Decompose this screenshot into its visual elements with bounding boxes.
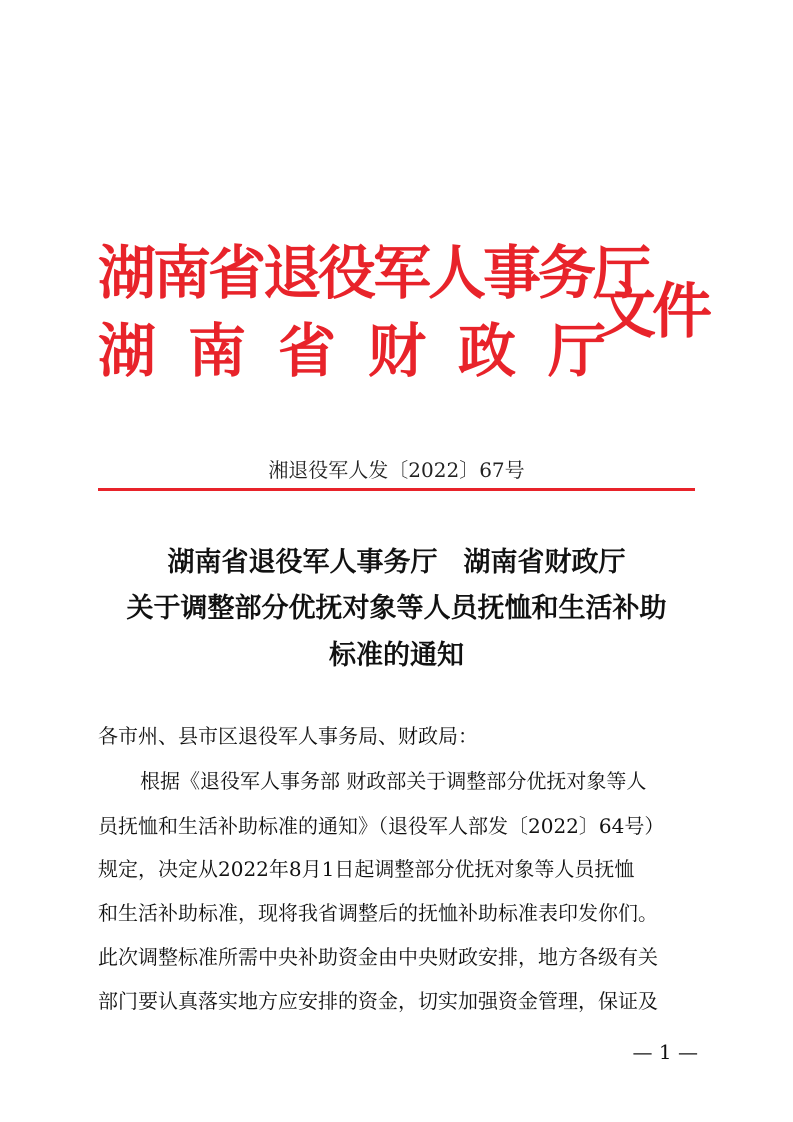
title-org-1: 湖南省退役军人事务厅 [167,547,438,578]
issuing-org-line-1: 湖南省退役军人事务厅 [98,239,649,307]
body-line: 部门要认真落实地方应安排的资金，切实加强资金管理，保证及 [98,989,658,1013]
document-title-line-1 [0,540,793,579]
document-title-line-3: 标准的通知 [329,640,464,671]
document-type-label: 文件 [596,277,708,347]
issuing-org-line-2: 湖南省财政厅 [98,317,639,385]
body-line: 根据《退役军人事务部 财政部关于调整部分优抚对象等人 [140,769,647,793]
body-line: 员抚恤和生活补助标准的通知》（退役军人部发〔2022〕64号） [98,814,665,838]
header-divider [98,488,695,491]
page-number: — 1 — [632,1040,698,1064]
body-line: 和生活补助标准，现将我省调整后的抚恤补助标准表印发你们。 [98,901,658,925]
title-org-2: 湖南省财政厅 [463,547,626,578]
body-line: 此次调整标准所需中央补助资金由中央财政安排，地方各级有关 [98,945,658,969]
recipients-line: 各市州、县市区退役军人事务局、财政局： [98,724,478,748]
body-line: 规定，决定从2022年8月1日起调整部分优抚对象等人员抚恤 [98,857,635,881]
document-title-line-2: 关于调整部分优抚对象等人员抚恤和生活补助 [126,593,667,624]
document-number: 湘退役军人发〔2022〕67号 [268,458,525,482]
